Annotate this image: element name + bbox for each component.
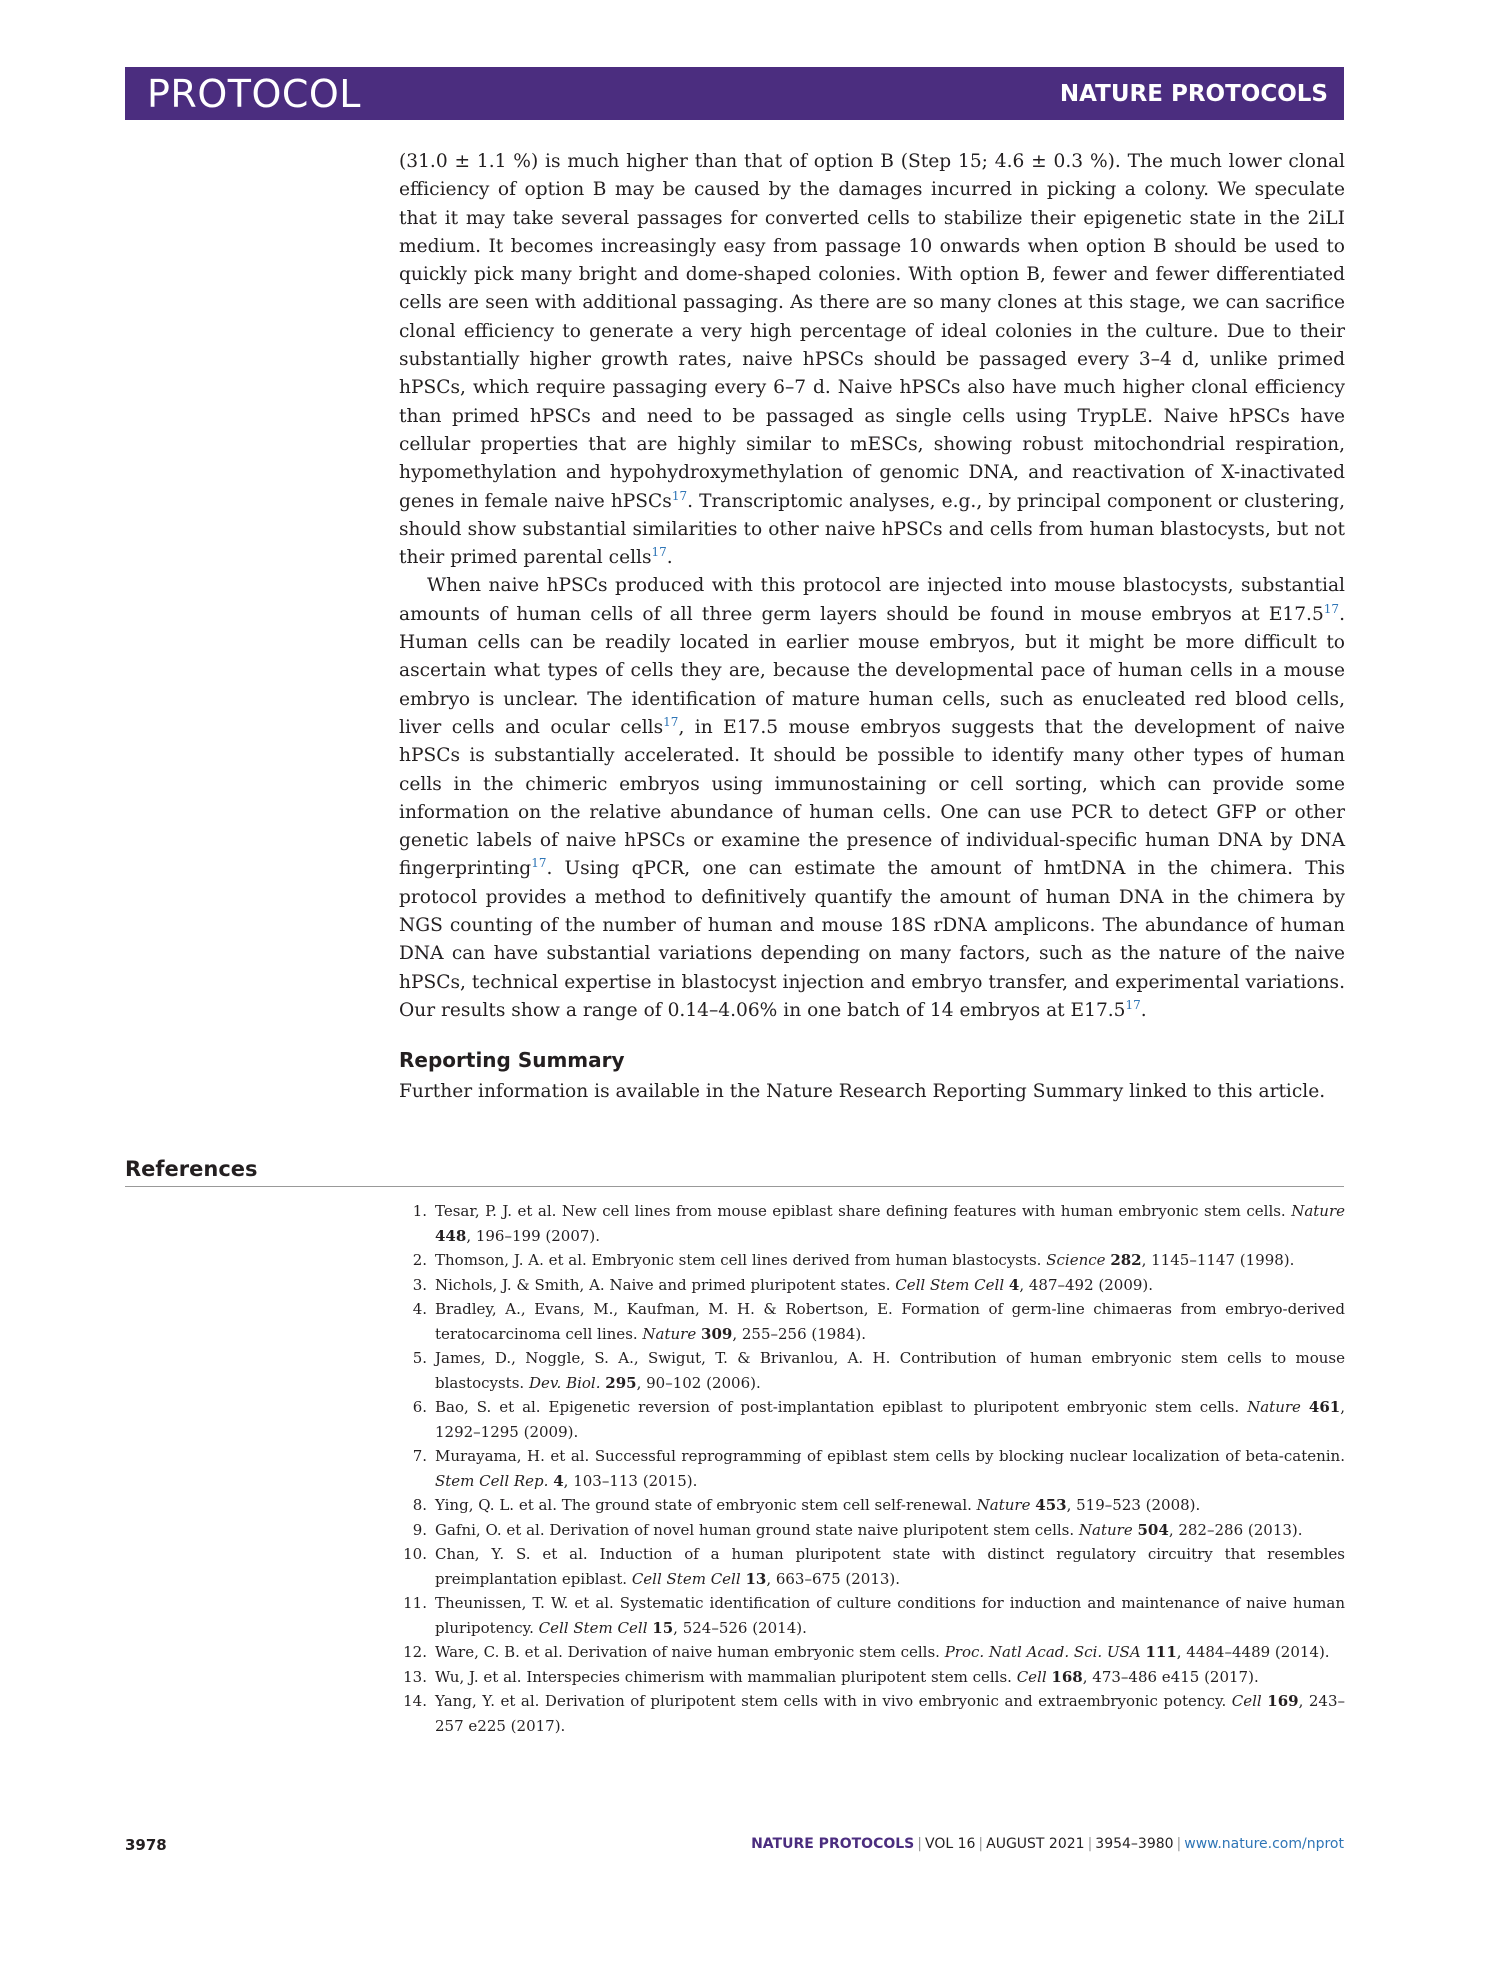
reference-text: Murayama, H. et al. Successful reprogramming of epiblast stem cells by blocking nuclear localization of beta-catenin. [435,1447,1345,1465]
reference-text: , 282–286 (2013). [1168,1520,1303,1539]
reference-text: , 473–486 e415 (2017). [1082,1667,1259,1686]
reference-text: , 1292–1295 (2009). [435,1398,1345,1441]
reference-item [399,1199,1345,1248]
reference-text: Bradley, A., Evans, M., Kaufman, M. H. & Robertson, E. Formation of germ-line chimaeras from embryo-derived teratocarcinoma cell lines. [435,1300,1345,1343]
footer-pages: 3954–3980 [1095,1836,1174,1852]
reference-journal: Stem Cell Rep. [435,1471,549,1490]
footer-separator: | [1176,1836,1182,1852]
footer-citation [751,1836,1344,1852]
reference-number: 4. [412,1300,427,1318]
reference-number: 11. [403,1594,427,1612]
reference-item [399,1518,1345,1543]
reference-volume: 13 [745,1569,767,1588]
footer-journal: NATURE PROTOCOLS [751,1836,915,1852]
footer-separator: | [978,1836,984,1852]
reference-journal: Nature [1291,1202,1345,1220]
reporting-summary-heading: Reporting Summary [399,1048,625,1072]
reference-item [399,1591,1345,1640]
citation-link[interactable]: 17 [671,488,688,503]
journal-url-link[interactable]: www.nature.com/nprot [1184,1836,1344,1852]
paragraph-text: When naive hPSCs produced with this protocol are injected into mouse blastocysts, substantial amounts of human cells of all three germ layers should be found in mouse embryos at E17.5 [399,575,1345,625]
reference-volume: 282 [1110,1251,1142,1269]
reference-text: , 243–257 e225 (2017). [435,1692,1345,1735]
reference-journal: Dev. Biol. [528,1373,601,1392]
reference-number: 6. [412,1398,427,1416]
reference-volume: 168 [1051,1667,1083,1686]
references-heading: References [125,1157,258,1181]
reference-text: , 4484–4489 (2014). [1176,1643,1330,1661]
reference-item [399,1665,1345,1690]
reference-text: Ying, Q. L. et al. The ground state of embryonic stem cell self-renewal. [435,1496,977,1514]
reference-text: James, D., Noggle, S. A., Swigut, T. & Brivanlou, A. H. Contribution of human embryonic stem cells to mouse blastocysts. [435,1349,1345,1392]
reference-volume: 4 [1008,1275,1020,1294]
reference-text: , 663–675 (2013). [766,1569,901,1588]
footer-separator: | [1087,1836,1093,1852]
reference-journal: Nature [1247,1398,1301,1416]
reference-volume: 504 [1137,1520,1169,1539]
paragraph-text: . Human cells can be readily located in earlier mouse embryos, but it might be more difficult to ascertain what types of cells they are, because the developmental pace of human cells in a mouse embryo is unclear. The identification of mature human cells, such as enucleated red blood cells, liver cells and ocular cells [399,603,1345,738]
reference-item [399,1640,1345,1665]
reference-number: 14. [403,1692,427,1710]
reference-item [399,1297,1345,1346]
reference-volume: 461 [1308,1398,1341,1416]
body-paragraph [399,572,1345,1025]
reference-number: 7. [412,1447,427,1465]
reference-text: Tesar, P. J. et al. New cell lines from mouse epiblast share defining features with human embryonic stem cells. [435,1202,1292,1220]
body-paragraph [399,148,1345,572]
reference-text: Bao, S. et al. Epigenetic reversion of post-implantation epiblast to pluripotent embryonic stem cells. [435,1398,1248,1416]
reference-number: 13. [403,1667,427,1686]
reference-text: Theunissen, T. W. et al. Systematic identification of culture conditions for induction and maintenance of naive human pluripotency. [435,1594,1345,1637]
reference-volume: 169 [1267,1692,1299,1710]
reference-number: 3. [412,1275,427,1294]
citation-link[interactable]: 17 [531,856,547,871]
reference-text: , 519–523 (2008). [1066,1496,1201,1514]
reference-volume: 15 [652,1618,674,1637]
reference-journal: Nature [976,1496,1031,1514]
reference-volume: 111 [1145,1643,1177,1661]
paragraph-text: . [1140,999,1147,1021]
reference-item [399,1493,1345,1518]
reference-item [399,1542,1345,1591]
reference-journal: Cell [1016,1667,1047,1686]
reference-journal: Nature [1078,1520,1133,1539]
reference-text: , 196–199 (2007). [466,1226,601,1245]
reference-text: , 524–526 (2014). [673,1618,807,1637]
reference-text: Chan, Y. S. et al. Induction of a human pluripotent state with distinct regulatory circuitry that resembles preimplantation epiblast. [435,1545,1345,1588]
page-number: 3978 [125,1836,167,1854]
footer-date: AUGUST 2021 [986,1836,1085,1852]
reference-item [399,1346,1345,1395]
reference-text: , 103–113 (2015). [563,1471,698,1490]
references-divider [125,1186,1344,1187]
reference-text: Nichols, J. & Smith, A. Naive and primed pluripotent states. [435,1275,896,1294]
paragraph-text: . Using qPCR, one can estimate the amount of hmtDNA in the chimera. This protocol provides a method to definitively quantify the amount of human DNA in the chimera by NGS counting of the number of human and mouse 18S rDNA amplicons. The abundance of human DNA can have substantial variations depending on many factors, such as the nature of the naive hPSCs, technical expertise in blastocyst injection and embryo transfer, and experimental variations. Our results show a range of 0.14–4.06% in one batch of 14 embryos at E17.5 [399,858,1345,1021]
citation-link[interactable]: 17 [1125,997,1141,1012]
body-text [399,148,1345,1025]
reference-item [399,1395,1345,1444]
header-band [125,67,1344,120]
reference-volume: 295 [605,1373,637,1392]
reference-number: 9. [412,1520,427,1539]
reference-item [399,1444,1345,1493]
paragraph-text: (31.0 ± 1.1 %) is much higher than that of option B (Step 15; 4.6 ± 0.3 %). The much lower clonal efficiency of option B may be caused by the damages incurred in picking a colony. We speculate that it may take several passages for converted cells to stabilize their epigenetic state in the 2iLI medium. It becomes increasingly easy from passage 10 onwards when option B should be used to quickly pick many bright and dome-shaped colonies. With option B, fewer and fewer differentiated cells are seen with additional passaging. As there are so many clones at this stage, we can sacrifice clonal efficiency to generate a very high percentage of ideal colonies in the culture. Due to their substantially higher growth rates, naive hPSCs should be passaged every 3–4 d, unlike primed hPSCs, which require passaging every 6–7 d. Naive hPSCs also have much higher clonal efficiency than primed hPSCs and need to be passaged as single cells using TrypLE. Naive hPSCs have cellular properties that are highly similar to mESCs, showing robust mitochondrial respiration, hypomethylation and hypohydroxymethylation of genomic DNA, and reactivation of X-inactivated genes in female naive hPSCs [399,151,1345,512]
paragraph-text: . Transcriptomic analyses, e.g., by principal component or clustering, should show substantial similarities to other naive hPSCs and cells from human blastocysts, but not their primed parental cells [399,490,1345,569]
reference-number: 1. [412,1202,427,1220]
reference-journal: Science [1046,1251,1106,1269]
reference-text [1301,1398,1309,1416]
section-label: PROTOCOL [147,72,361,116]
reference-item [399,1248,1345,1273]
reference-volume: 448 [435,1226,467,1245]
paragraph-text: . [666,547,673,569]
reference-number: 2. [412,1251,427,1269]
reference-text: Gafni, O. et al. Derivation of novel human ground state naive pluripotent stem cells. [435,1520,1079,1539]
reference-text: , 90–102 (2006). [636,1373,761,1392]
citation-link[interactable]: 17 [1323,601,1340,616]
reference-text: , 1145–1147 (1998). [1141,1251,1295,1269]
reference-text: Ware, C. B. et al. Derivation of naive human embryonic stem cells. [435,1643,945,1661]
paragraph-text: , in E17.5 mouse embryos suggests that the development of naive hPSCs is substantially accelerated. It should be possible to identify many other types of human cells in the chimeric embryos using immunostaining or cell sorting, which can provide some information on the relative abundance of human cells. One can use PCR to detect GFP or other genetic labels of naive hPSCs or examine the presence of individual-specific human DNA by DNA fingerprinting [399,716,1345,880]
reference-text: Wu, J. et al. Interspecies chimerism with mammalian pluripotent stem cells. [435,1667,1017,1686]
reference-text: , 255–256 (1984). [732,1324,867,1343]
reference-number: 12. [403,1643,427,1661]
reference-journal: Cell Stem Cell [631,1569,741,1588]
reference-volume: 453 [1035,1496,1067,1514]
footer-separator: | [917,1836,922,1852]
reference-number: 5. [412,1349,427,1367]
reference-journal: Nature [642,1324,697,1343]
reference-journal: Proc. Natl Acad. Sci. USA [944,1643,1141,1661]
reference-list [399,1199,1345,1738]
reference-item [399,1689,1345,1738]
reference-item [399,1273,1345,1298]
reference-text: Thomson, J. A. et al. Embryonic stem cell lines derived from human blastocysts. [435,1251,1047,1269]
journal-name: NATURE PROTOCOLS [1059,81,1328,107]
reference-number: 10. [403,1545,427,1563]
footer-volume: VOL 16 [924,1836,976,1852]
reference-journal: Cell [1231,1692,1262,1710]
reference-volume: 309 [701,1324,733,1343]
reference-number: 8. [412,1496,427,1514]
reference-text: , 487–492 (2009). [1019,1275,1154,1294]
reference-journal: Cell Stem Cell [538,1618,648,1637]
reporting-summary-text: Further information is available in the Nature Research Reporting Summary linked to this article. [399,1081,1326,1102]
citation-link[interactable]: 17 [663,714,679,729]
reference-text: Yang, Y. et al. Derivation of pluripotent stem cells with in vivo embryonic and extraembryonic potency. [435,1692,1232,1710]
reference-journal: Cell Stem Cell [895,1275,1005,1294]
reference-volume: 4 [553,1471,564,1490]
citation-link[interactable]: 17 [651,544,667,559]
